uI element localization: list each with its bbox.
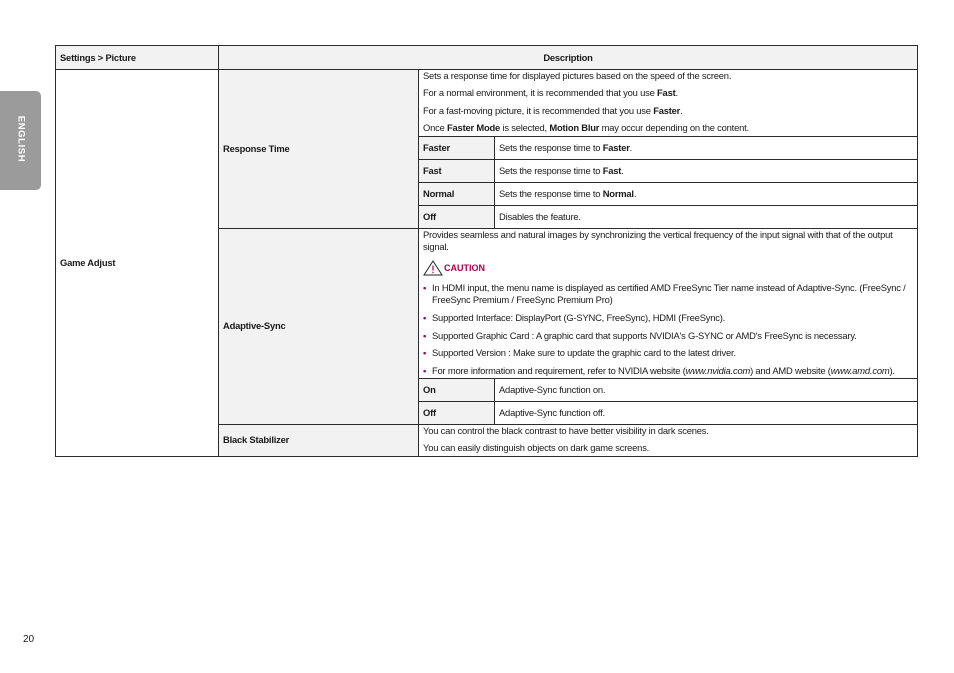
menu-game-adjust: Game Adjust bbox=[56, 70, 219, 457]
as-intro: Provides seamless and natural images by synchronizing the vertical frequency of the input signal with that of the output signal. bbox=[423, 228, 893, 252]
setting-response-time: Response Time bbox=[219, 70, 419, 229]
black-stabilizer-description bbox=[419, 424, 918, 456]
page-number: 20 bbox=[23, 634, 35, 645]
list-item: • Supported Version : Make sure to update the graphic card to the latest driver. bbox=[423, 347, 736, 359]
caution-label: CAUTION bbox=[444, 262, 485, 273]
bullet-icon: • bbox=[423, 282, 427, 294]
nvidia-url: www.nvidia.com bbox=[685, 365, 751, 377]
option-normal-description: Sets the response time to Normal. bbox=[495, 182, 918, 205]
option-fast-description: Sets the response time to Fast. bbox=[495, 159, 918, 182]
bs-line-2: You can easily distinguish objects on dark game screens. bbox=[423, 442, 650, 454]
adaptive-sync-description bbox=[419, 228, 918, 378]
rt-line-3: For a fast-moving picture, it is recommended that you use Faster. bbox=[423, 104, 683, 116]
option-faster: Faster bbox=[419, 136, 495, 159]
amd-url: www.amd.com bbox=[830, 365, 890, 377]
bullet-icon: • bbox=[423, 311, 427, 323]
bullet-icon: • bbox=[423, 347, 427, 359]
option-as-on-description: Adaptive-Sync function on. bbox=[495, 378, 918, 401]
list-item: • Supported Graphic Card : A graphic card that supports NVIDIA's G-SYNC or AMD's FreeSync is necessary. bbox=[423, 329, 857, 341]
bullet-icon: • bbox=[423, 365, 427, 377]
caution-list bbox=[423, 282, 913, 377]
option-as-off-description: Adaptive-Sync function off. bbox=[495, 401, 918, 424]
list-item: • In HDMI input, the menu name is displayed as certified AMD FreeSync Tier name instead of Adaptive-Sync. (FreeSync / FreeSync Premium / FreeSync Premium Pro) bbox=[423, 282, 906, 306]
option-faster-description: Sets the response time to Faster. bbox=[495, 136, 918, 159]
rt-line-4: Once Faster Mode is selected, Motion Blur may occur depending on the content. bbox=[423, 122, 749, 134]
rt-line-2: For a normal environment, it is recommended that you use Fast. bbox=[423, 87, 678, 99]
response-time-description bbox=[419, 70, 918, 137]
language-tab bbox=[0, 91, 41, 190]
option-rt-off: Off bbox=[419, 205, 495, 228]
list-item: • For more information and requirement, refer to NVIDIA website (www.nvidia.com) and AMD website (www.amd.com). bbox=[423, 365, 895, 377]
language-tab-label: ENGLISH bbox=[15, 115, 27, 163]
rt-line-1: Sets a response time for displayed pictures based on the speed of the screen. bbox=[423, 70, 732, 81]
option-fast: Fast bbox=[419, 159, 495, 182]
setting-adaptive-sync: Adaptive-Sync bbox=[219, 228, 419, 424]
option-normal: Normal bbox=[419, 182, 495, 205]
warning-triangle-icon bbox=[423, 260, 443, 276]
header-settings-path: Settings > Picture bbox=[56, 46, 219, 70]
caution-heading bbox=[423, 260, 913, 276]
bullet-icon: • bbox=[423, 329, 427, 341]
table-header-row bbox=[56, 46, 918, 70]
header-description: Description bbox=[219, 46, 918, 70]
bs-line-1: You can control the black contrast to have better visibility in dark scenes. bbox=[423, 424, 709, 436]
response-time-intro-row bbox=[56, 70, 918, 137]
option-rt-off-description: Disables the feature. bbox=[495, 205, 918, 228]
settings-table bbox=[55, 45, 918, 457]
option-as-off: Off bbox=[419, 401, 495, 424]
option-as-on: On bbox=[419, 378, 495, 401]
setting-black-stabilizer: Black Stabilizer bbox=[219, 424, 419, 456]
list-item: • Supported Interface: DisplayPort (G-SYNC, FreeSync), HDMI (FreeSync). bbox=[423, 311, 726, 323]
